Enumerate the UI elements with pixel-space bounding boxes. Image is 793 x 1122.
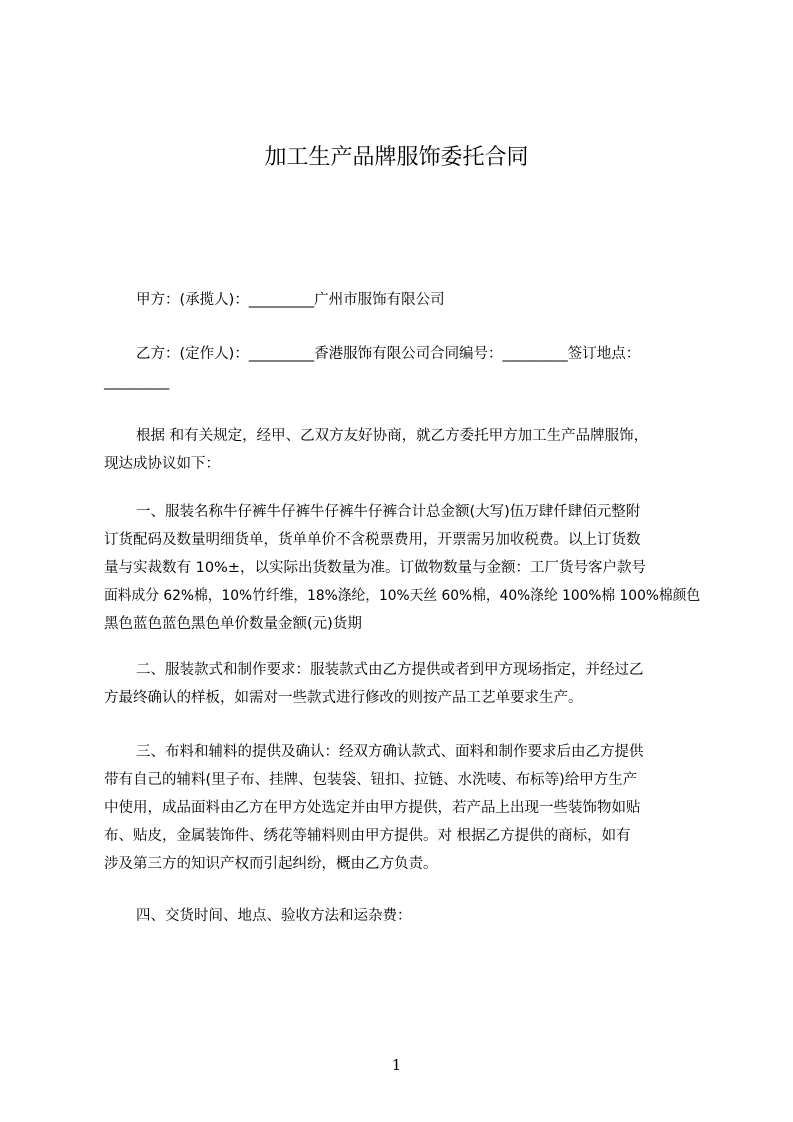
party-a-line: 甲方：(承揽人)：_________广州市服饰有限公司	[136, 292, 445, 308]
page-number: 1	[391, 1056, 402, 1074]
clause-2-line-2: 方最终确认的样板，如需对一些款式进行修改的则按产品工艺单要求生产。	[104, 690, 583, 706]
clause-1-line-1: 一、服装名称牛仔裤牛仔裤牛仔裤牛仔裤合计总金额(大写)伍万肆仟肆佰元整附	[136, 504, 641, 520]
intro-line-2: 现达成协议如下：	[104, 456, 220, 472]
clause-3-line-3: 中使用，成品面料由乙方在甲方处选定并由甲方提供，若产品上出现一些装饰物如贴	[104, 800, 641, 816]
clause-2-line-1: 二、服装款式和制作要求：服装款式由乙方提供或者到甲方现场指定，并经过乙	[136, 662, 644, 678]
clause-2-paragraph	[104, 656, 700, 712]
clause-1-line-3: 量与实裁数有 10%±，以实际出货数量为准。订做物数量与金额：工厂货号客户款号	[104, 560, 646, 576]
clause-1-line-5: 黑色蓝色蓝色黑色单价数量金额(元)货期	[104, 616, 362, 632]
clause-1-line-2: 订货配码及数量明细货单，货单单价不含税票费用，开票需另加收税费。以上订货数	[104, 532, 641, 548]
clause-4-paragraph	[104, 902, 700, 930]
party-b-line-1: 乙方：(定作人)：_________香港服饰有限公司合同编号：_________签订地点：	[136, 346, 641, 362]
clause-3-paragraph	[104, 738, 700, 878]
clause-3-line-5: 涉及第三方的知识产权而引起纠纷，概由乙方负责。	[104, 856, 438, 872]
clause-1-paragraph	[104, 498, 700, 638]
party-b-paragraph	[104, 340, 700, 396]
intro-line-1: 根据 和有关规定，经甲、乙双方友好协商，就乙方委托甲方加工生产品牌服饰，	[136, 428, 649, 444]
clause-1-line-4: 面料成分 62%棉，10%竹纤维，18%涤纶，10%天丝 60%棉，40%涤纶 100%棉 100%棉颜色	[104, 588, 701, 604]
clause-3-line-1: 三、布料和辅料的提供及确认：经双方确认款式、面料和制作要求后由乙方提供	[136, 744, 644, 760]
clause-3-line-2: 带有自己的辅料(里子布、挂牌、包装袋、钮扣、拉链、水洗唛、布标等)给甲方生产	[104, 772, 638, 788]
clause-3-line-4: 布、贴皮，金属装饰件、绣花等辅料则由甲方提供。对 根据乙方提供的商标，如有	[104, 828, 631, 844]
intro-paragraph	[104, 422, 700, 478]
party-b-line-2: _________	[104, 374, 170, 390]
party-a-paragraph	[104, 286, 700, 314]
clause-4-line-1: 四、交货时间、地点、验收方法和运杂费：	[136, 908, 412, 924]
document-title: 加工生产品牌服饰委托合同	[264, 145, 529, 170]
